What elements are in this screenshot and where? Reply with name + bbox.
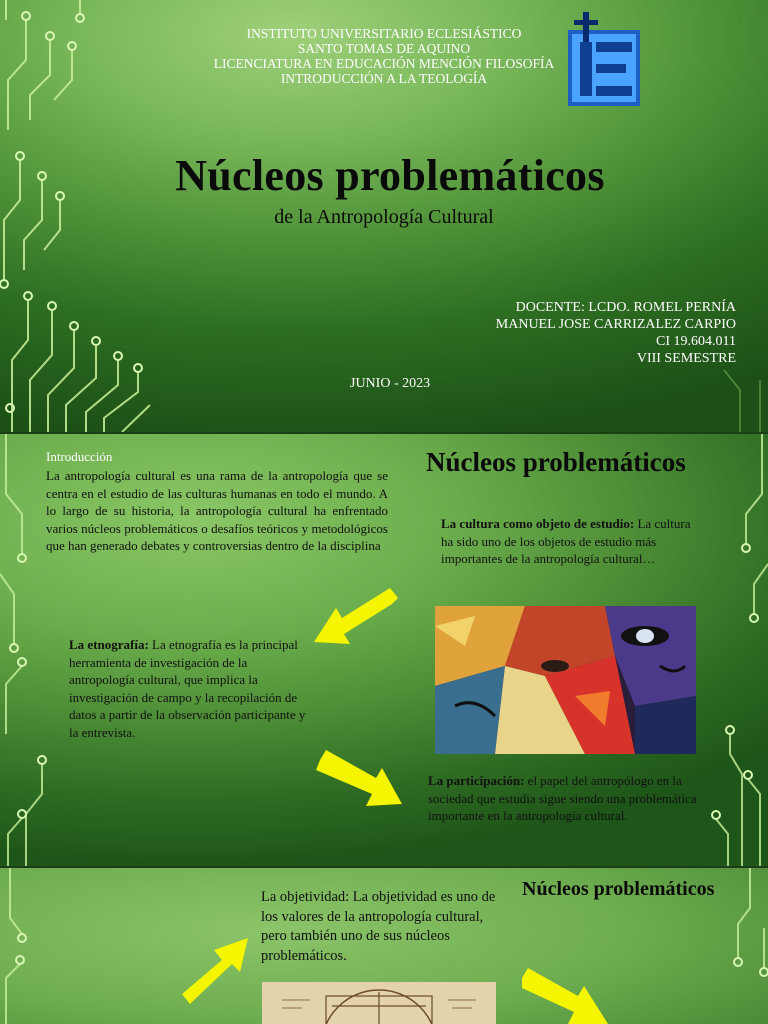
yellow-arrow-icon bbox=[316, 748, 404, 810]
objetividad-paragraph: La objetividad: La objetividad es uno de los valores de la antropología cultural, pero también uno de sus núcleos problemáticos. bbox=[261, 889, 496, 964]
presentation-subtitle: de la Antropología Cultural bbox=[274, 206, 494, 228]
cultura-label: La cultura como objeto de estudio: bbox=[441, 516, 635, 531]
etnografia-label: La etnografía: bbox=[69, 637, 149, 652]
institution-line: INTRODUCCIÓN A LA TEOLOGÍA bbox=[280, 71, 488, 86]
etnografia-paragraph bbox=[69, 636, 313, 741]
presentation-date: JUNIO - 2023 bbox=[350, 376, 431, 391]
author-line: MANUEL JOSE CARRIZALEZ CARPIO bbox=[495, 317, 736, 332]
institution-line: INSTITUTO UNIVERSITARIO ECLESIÁSTICO bbox=[246, 26, 522, 41]
etnografia-text: La etnografía es la principal herramienta de investigación de la antropología cultural, que implica la investigación de campo y la recopilación de datos a partir de la observación participante y la entrevista. bbox=[69, 637, 306, 740]
circuit-decoration-left bbox=[0, 868, 40, 1024]
intro-paragraph: La antropología cultural es una rama de la antropología que se centra en el estudio de las culturas humanas en todo el mundo. A lo largo de su historia, la antropología cultural ha enfrentado varios núcleos problemáticos o desafíos teóricos y metodológicos que han generado debates y controversias dentro de la disciplina bbox=[46, 468, 388, 553]
author-block bbox=[496, 299, 736, 367]
yellow-arrow-icon bbox=[182, 936, 260, 1004]
author-line: VIII SEMESTRE bbox=[636, 351, 736, 366]
participacion-paragraph bbox=[428, 772, 710, 825]
author-line: DOCENTE: LCDO. ROMEL PERNÍA bbox=[515, 300, 736, 315]
slide-title: Núcleos problemáticos bbox=[522, 878, 715, 900]
author-line: CI 19.604.011 bbox=[656, 334, 736, 349]
circuit-decoration-right bbox=[720, 868, 768, 1024]
participacion-text: el papel del antropólogo en la sociedad que estudia sigue siendo una problemática importante en la antropología cultural. bbox=[428, 773, 697, 823]
yellow-arrow-icon bbox=[522, 966, 610, 1024]
cultura-text: La cultura ha sido uno de los objetos de estudio más importantes de la antropología cultural… bbox=[441, 516, 691, 566]
presentation-title: Núcleos problemáticos bbox=[175, 151, 605, 200]
yellow-arrow-icon bbox=[314, 588, 400, 648]
intro-heading: Introducción bbox=[46, 449, 113, 464]
institution-line: SANTO TOMAS DE AQUINO bbox=[297, 41, 471, 56]
iue-cross-logo-icon bbox=[566, 12, 642, 108]
cultura-paragraph bbox=[441, 515, 701, 568]
circuit-decoration-right bbox=[708, 434, 768, 866]
institution-line: LICENCIATURA EN EDUCACIÓN MENCIÓN FILOSOFÍA bbox=[213, 56, 555, 71]
cultural-faces-painting bbox=[435, 606, 696, 754]
vitruvian-sketch-image bbox=[262, 982, 496, 1024]
participacion-label: La participación: bbox=[428, 773, 525, 788]
institution-header bbox=[0, 26, 768, 86]
slide-title: Núcleos problemáticos bbox=[426, 447, 686, 477]
